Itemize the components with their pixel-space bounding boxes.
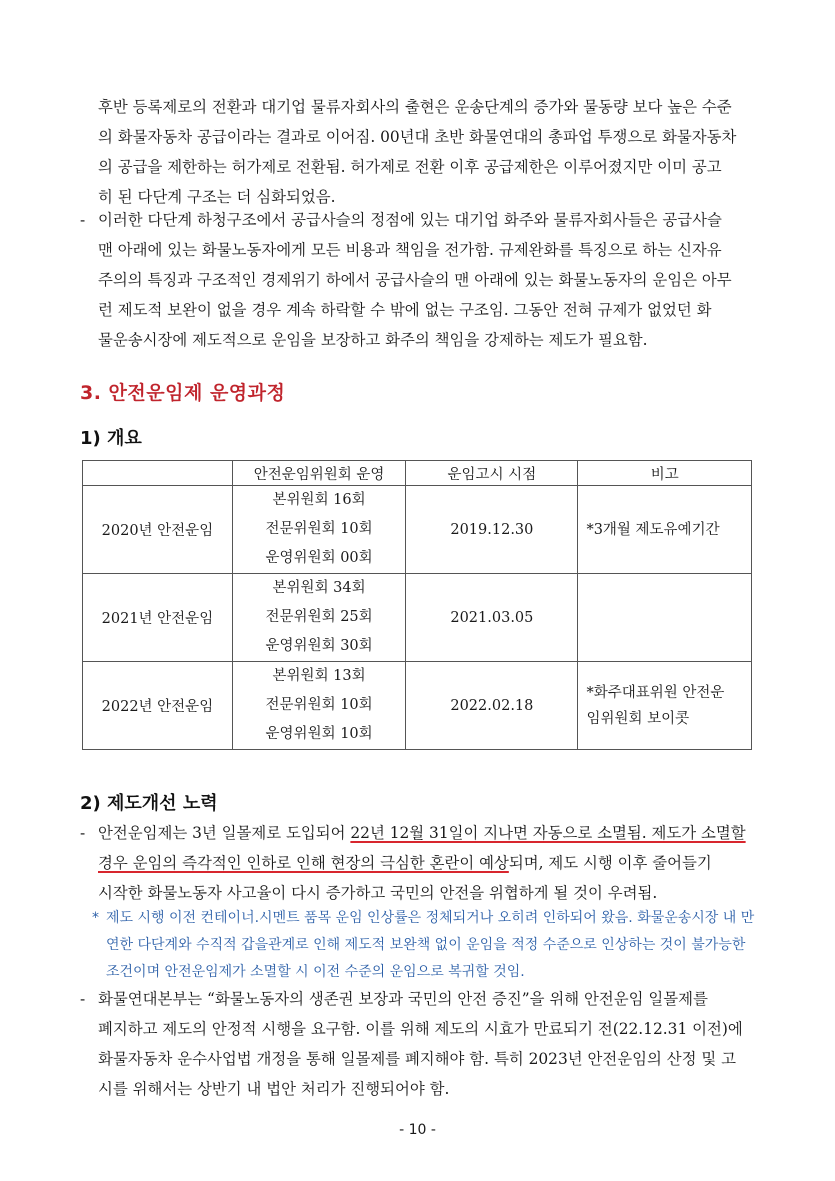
text-line: 의 공급을 제한하는 허가제로 전환됨. 허가제로 전환 이후 공급제한은 이루어졌지만 이미 공고 xyxy=(98,158,722,176)
meeting-count-cell xyxy=(232,574,405,662)
underlined-text: 경우 운임의 즉각적인 인하로 인해 현장의 극심한 혼란이 예상 xyxy=(98,854,509,872)
table-header-cell xyxy=(83,461,233,486)
note-line: 제도 시행 이전 컨테이너.시멘트 품목 운임 인상률은 정체되거나 오히려 인하되어 왔음. 화물운송시장 내 만 xyxy=(106,910,755,926)
bullet-paragraph-3 xyxy=(80,984,778,1104)
text-line xyxy=(98,818,778,848)
text-line: 시작한 화물노동자 사고율이 다시 증가하고 국민의 안전을 위협하게 될 것이 우려됨. xyxy=(98,884,658,902)
notice-date: 2021.03.05 xyxy=(406,574,578,662)
table-header-row xyxy=(83,461,752,486)
table-header-cell: 안전운임위원회 운영 xyxy=(232,461,405,486)
remark-line: *화주대표위원 안전운 xyxy=(586,684,725,701)
text-line: 물운송시장에 제도적으로 운임을 보장하고 화주의 책임을 강제하는 제도가 필요함. xyxy=(98,331,648,349)
text-line: 맨 아래에 있는 화물노동자에게 모든 비용과 책임을 전가함. 규제완화를 특징으로 하는 신자유 xyxy=(98,241,722,259)
note-line: 연한 다단계와 수직적 갑을관계로 인해 제도적 보완책 없이 운임을 적정 수준으로 인상하는 것이 불가능한 xyxy=(106,937,746,953)
meeting-count: 본위원회 16회 xyxy=(272,492,366,508)
text-line: 의 화물자동차 공급이라는 결과로 이어짐. 00년대 초반 화물연대의 총파업 투쟁으로 화물자동차 xyxy=(98,128,737,146)
table-row xyxy=(83,486,752,574)
remark-line: 임위원회 보이콧 xyxy=(586,710,690,727)
table-row xyxy=(83,574,752,662)
remark-cell: *3개월 제도유예기간 xyxy=(578,486,752,574)
text-line: 폐지하고 제도의 안정적 시행을 요구함. 이를 위해 제도의 시효가 만료되기 전(22.12.31 이전)에 xyxy=(98,1020,743,1038)
meeting-count-cell xyxy=(232,662,405,750)
remark-cell xyxy=(578,662,752,750)
row-label: 2020년 안전운임 xyxy=(83,486,233,574)
section-heading: 3. 안전운임제 운영과정 xyxy=(80,382,286,404)
subsection-heading-improvement: 2) 제도개선 노력 xyxy=(80,793,218,814)
bullet-dash: - xyxy=(80,211,86,229)
text-run: 안전운임제는 3년 일몰제로 도입되어 xyxy=(98,824,351,842)
bullet-paragraph-1 xyxy=(80,205,778,355)
notice-date: 2022.02.18 xyxy=(406,662,578,750)
meeting-count: 전문위원회 25회 xyxy=(265,609,373,625)
meeting-count: 본위원회 13회 xyxy=(272,668,366,684)
safety-rate-table xyxy=(82,460,752,750)
text-line: 화물연대본부는 “화물노동자의 생존권 보장과 국민의 안전 증진”을 위해 안전운임 일몰제를 xyxy=(98,990,708,1008)
meeting-count: 본위원회 34회 xyxy=(272,580,366,596)
row-label: 2022년 안전운임 xyxy=(83,662,233,750)
meeting-count: 운영위원회 00회 xyxy=(265,550,373,566)
bullet-paragraph-2 xyxy=(80,818,778,908)
table-row xyxy=(83,662,752,750)
bullet-dash: - xyxy=(80,990,86,1008)
meeting-count-cell xyxy=(232,486,405,574)
intro-paragraph xyxy=(80,92,778,212)
meeting-count: 운영위원회 30회 xyxy=(265,638,373,654)
table-header-cell: 비고 xyxy=(578,461,752,486)
meeting-count: 전문위원회 10회 xyxy=(265,697,373,713)
meeting-count: 전문위원회 10회 xyxy=(265,521,373,537)
meeting-count: 운영위원회 10회 xyxy=(265,726,373,742)
remark-cell xyxy=(578,574,752,662)
text-line: 화물자동차 운수사업법 개정을 통해 일몰제를 폐지해야 함. 특히 2023년 안전운임의 산정 및 고 xyxy=(98,1050,736,1068)
notice-date: 2019.12.30 xyxy=(406,486,578,574)
text-run: 되며, 제도 시행 이후 줄어들기 xyxy=(508,854,712,872)
text-line: 런 제도적 보완이 없을 경우 계속 하락할 수 밖에 없는 구조임. 그동안 전혀 규제가 없었던 화 xyxy=(98,301,712,319)
text-line xyxy=(98,848,778,878)
page-number: - 10 - xyxy=(399,1122,436,1138)
text-line: 시를 위해서는 상반기 내 법안 처리가 진행되어야 함. xyxy=(98,1080,450,1098)
note-asterisk: * xyxy=(92,910,99,926)
text-line: 이러한 다단계 하청구조에서 공급사슬의 정점에 있는 대기업 화주와 물류자회사들은 공급사슬 xyxy=(98,211,722,229)
note-line: 조건이며 안전운임제가 소멸할 시 이전 수준의 운임으로 복귀할 것임. xyxy=(106,964,525,980)
footnote-note xyxy=(92,905,760,986)
bullet-dash: - xyxy=(80,824,86,842)
text-line: 히 된 다단계 구조는 더 심화되었음. xyxy=(98,188,336,206)
table-header-cell: 운임고시 시점 xyxy=(406,461,578,486)
text-line: 후반 등록제로의 전환과 대기업 물류자회사의 출현은 운송단계의 증가와 물동량 보다 높은 수준 xyxy=(98,98,732,116)
underlined-text: 22년 12월 31일이 지나면 자동으로 소멸됨. 제도가 소멸할 xyxy=(350,824,746,842)
subsection-heading-overview: 1) 개요 xyxy=(80,428,142,449)
row-label: 2021년 안전운임 xyxy=(83,574,233,662)
text-line: 주의의 특징과 구조적인 경제위기 하에서 공급사슬의 맨 아래에 있는 화물노동자의 운임은 아무 xyxy=(98,271,732,289)
